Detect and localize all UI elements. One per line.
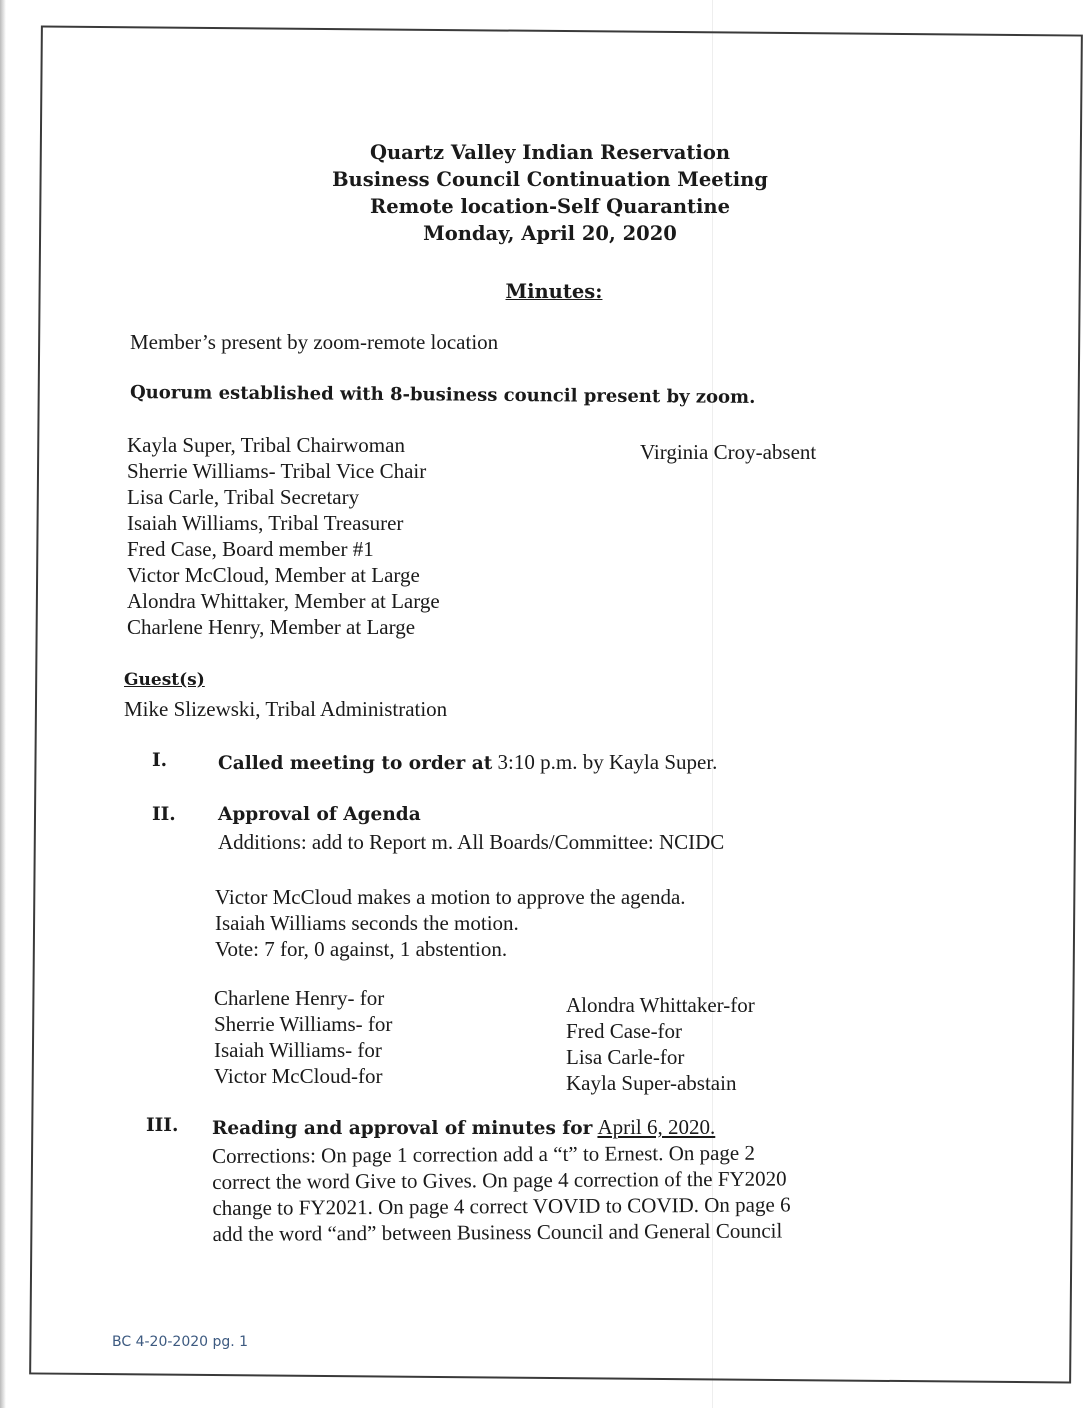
page-footer: BC 4-20-2020 pg. 1 (112, 1334, 249, 1350)
motion-line: Vote: 7 for, 0 against, 1 abstention. (215, 937, 508, 961)
member-item: Charlene Henry, Member at Large (127, 615, 416, 639)
motion-line: Isaiah Williams seconds the motion. (215, 911, 519, 935)
guests-heading: Guest(s) (124, 670, 205, 690)
votes-left-list (214, 985, 392, 1089)
scan-edge (0, 0, 6, 1408)
votes-right-list (566, 992, 755, 1096)
correction-line: Corrections: On page 1 correction add a “t” to Ernest. On page 2 (212, 1140, 756, 1168)
member-item: Sherrie Williams- Tribal Vice Chair (127, 459, 427, 483)
vote-item: Charlene Henry- for (214, 986, 385, 1010)
item-call-to-order (218, 750, 717, 775)
vote-item: Lisa Carle-for (566, 1045, 685, 1069)
item-numeral: I. (152, 750, 168, 771)
member-item: Kayla Super, Tribal Chairwoman (127, 433, 405, 457)
item-numeral: III. (146, 1115, 179, 1136)
quorum-statement: Quorum established with 8-business council present by zoom. (129, 382, 756, 408)
minutes-date: April 6, 2020. (597, 1115, 716, 1139)
item-title: Approval of Agenda (218, 804, 421, 825)
member-item: Alondra Whittaker, Member at Large (127, 589, 440, 613)
guest-item: Mike Slizewski, Tribal Administration (124, 697, 448, 721)
member-item: Victor McCloud, Member at Large (127, 563, 420, 587)
motion-line: Victor McCloud makes a motion to approve the agenda. (215, 885, 686, 909)
org-title: Quartz Valley Indian Reservation (369, 141, 731, 164)
motion-text (215, 884, 686, 962)
present-members-list (127, 432, 440, 640)
vote-item: Alondra Whittaker-for (566, 993, 755, 1017)
vote-item: Isaiah Williams- for (214, 1038, 382, 1062)
meeting-location: Remote location-Self Quarantine (369, 195, 731, 218)
correction-line: add the word “and” between Business Council and General Council (212, 1218, 783, 1246)
item-title: Called meeting to order at (218, 753, 493, 774)
correction-line: change to FY2021. On page 4 correct VOVID to COVID. On page 6 (212, 1192, 791, 1220)
attendance-intro: Member’s present by zoom-remote location (130, 330, 499, 354)
item-numeral: II. (152, 804, 176, 825)
member-item: Isaiah Williams, Tribal Treasurer (127, 511, 404, 535)
absent-member: Virginia Croy-absent (640, 440, 817, 464)
minutes-heading: Minutes: (505, 280, 603, 303)
item-detail: 3:10 p.m. by Kayla Super. (492, 750, 718, 774)
vote-item: Kayla Super-abstain (566, 1071, 737, 1095)
agenda-additions: Additions: add to Report m. All Boards/Committee: NCIDC (218, 830, 725, 854)
meeting-date: Monday, April 20, 2020 (423, 222, 677, 245)
vote-item: Victor McCloud-for (214, 1064, 383, 1088)
meeting-title: Business Council Continuation Meeting (332, 168, 768, 191)
member-item: Fred Case, Board member #1 (127, 537, 374, 561)
correction-line: correct the word Give to Gives. On page 4 correction of the FY2020 (212, 1166, 787, 1194)
item-title: Reading and approval of minutes for (212, 1118, 593, 1139)
vote-item: Sherrie Williams- for (214, 1012, 393, 1036)
corrections-text (212, 1139, 791, 1247)
item-minutes-approval (212, 1115, 715, 1140)
member-item: Lisa Carle, Tribal Secretary (127, 485, 360, 509)
vote-item: Fred Case-for (566, 1019, 683, 1043)
